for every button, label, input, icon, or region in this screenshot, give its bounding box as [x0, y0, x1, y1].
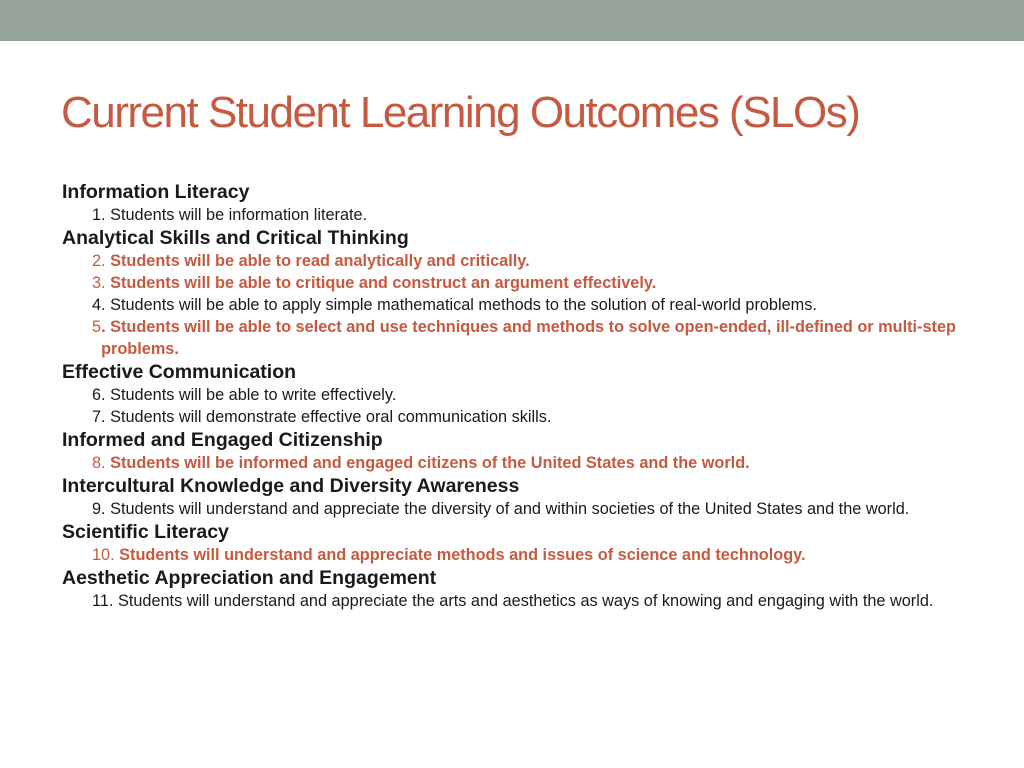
outcome-item-8: [62, 452, 982, 474]
outcome-text: Students will be information literate.: [110, 206, 368, 224]
outcome-number: 11.: [92, 592, 118, 610]
outcome-item-4: [62, 294, 982, 316]
outcome-text: Students will be able to read analytically and critically.: [110, 252, 530, 270]
section-heading: Scientific Literacy: [62, 521, 229, 543]
outcome-text: Students will be able to apply simple mathematical methods to the solution of real-world problems.: [110, 296, 817, 314]
outcome-number: 3.: [92, 274, 111, 292]
section-intercultural-knowledge: [62, 474, 982, 520]
outcome-item-7: [62, 406, 982, 428]
outcome-item-1: [62, 204, 982, 226]
outcome-item-11: [62, 590, 982, 612]
section-heading: Informed and Engaged Citizenship: [62, 429, 383, 451]
section-scientific-literacy: [62, 520, 982, 566]
outcome-text: Students will be informed and engaged citizens of the United States and the world.: [110, 454, 750, 472]
outcomes-list: [62, 180, 982, 612]
outcome-number: 9.: [92, 500, 111, 518]
outcome-text: . Students will be able to select and use techniques and methods to solve open-ended, ill-defined or multi-step problems.: [101, 318, 956, 358]
section-heading: Aesthetic Appreciation and Engagement: [62, 567, 437, 589]
section-effective-communication: [62, 360, 982, 428]
outcome-text: Students will be able to write effectively.: [110, 386, 397, 404]
outcome-number: 7.: [92, 408, 111, 426]
outcome-item-6: [62, 384, 982, 406]
section-analytical-skills: [62, 226, 982, 360]
outcome-text: Students will understand and appreciate the arts and aesthetics as ways of knowing and engaging with the world.: [117, 592, 934, 610]
outcome-item-10: [62, 544, 982, 566]
section-heading: Information Literacy: [62, 181, 250, 203]
outcome-item-3: [62, 272, 982, 294]
outcome-number: 1.: [92, 206, 111, 224]
outcome-text: Students will understand and appreciate methods and issues of science and technology.: [119, 546, 806, 564]
outcome-number: 6.: [92, 386, 111, 404]
outcome-text: Students will be able to critique and construct an argument effectively.: [110, 274, 657, 292]
section-information-literacy: [62, 180, 982, 226]
outcome-number: 10.: [92, 546, 120, 564]
outcome-item-5: [62, 316, 982, 360]
section-citizenship: [62, 428, 982, 474]
outcome-item-2: [62, 250, 982, 272]
outcome-text: Students will understand and appreciate the diversity of and within societies of the United States and the world.: [110, 500, 910, 518]
section-heading: Intercultural Knowledge and Diversity Awareness: [62, 475, 520, 497]
outcome-number: 4.: [92, 296, 111, 314]
outcome-number: 8.: [92, 454, 111, 472]
slide-title: Current Student Learning Outcomes (SLOs): [61, 88, 860, 137]
outcome-number: 2.: [92, 252, 111, 270]
section-aesthetic-appreciation: [62, 566, 982, 612]
outcome-text: Students will demonstrate effective oral communication skills.: [110, 408, 552, 426]
section-heading: Analytical Skills and Critical Thinking: [62, 227, 409, 249]
outcome-number: 5: [92, 318, 102, 336]
section-heading: Effective Communication: [62, 361, 297, 383]
top-bar: [0, 0, 1024, 41]
outcome-item-9: [62, 498, 982, 520]
